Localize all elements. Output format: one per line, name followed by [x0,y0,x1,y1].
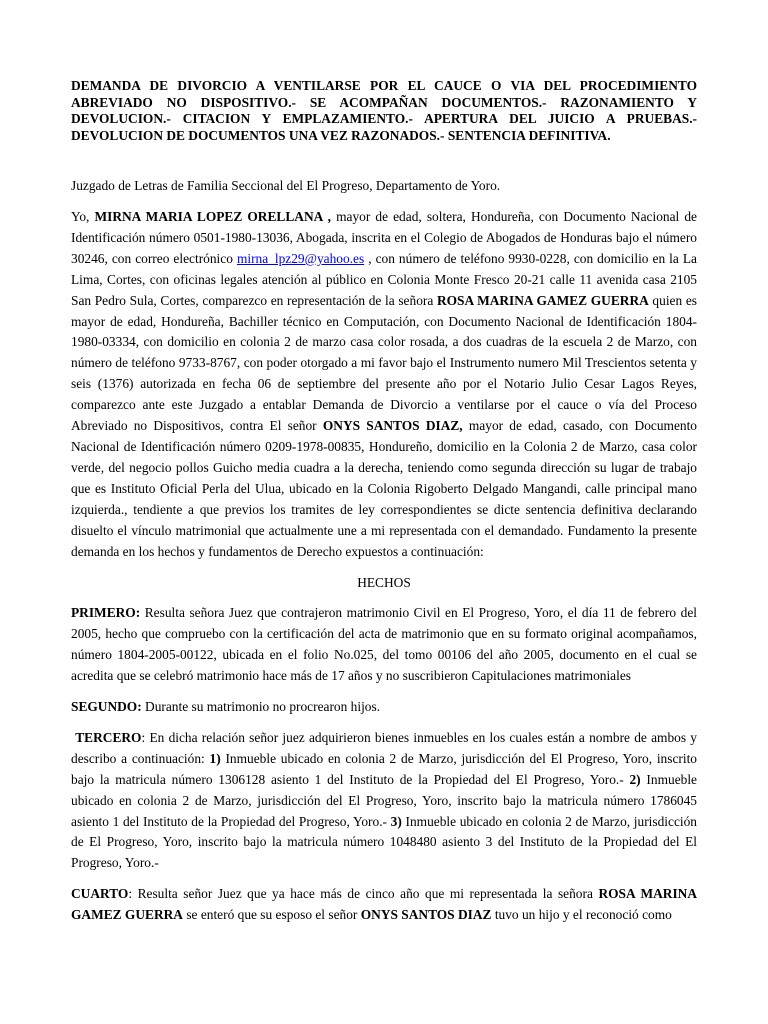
defendant-name: ONYS SANTOS DIAZ, [322,418,463,434]
intro-text: mayor de edad, casado, con Documento Nacional de Identificación número 0209-1978-00835, Hondureño, domicilio en la Colonia 2 de Marzo, casa color verde, del negocio pollos Guicho media cuadra a la derecha, teniendo como segunda dirección su lugar de trabajo que es Instituto Oficial Perla del Ulua, ubicado en la Colonia Rigoberto Delgado Mangandi, calle principal mano izquierda., tendiente a que previos los tramites de ley correspondientes se dicte sentencia definitiva declarando disuelto el vínculo matrimonial que actualmente une a mi representada con el demandado. Fundamento la presente demanda en los hechos y fundamentos de Derecho expuestos a continuación: [71,418,698,559]
intro-paragraph [71,207,697,562]
hecho-text: se enteró que su esposo el señor [182,907,361,923]
hecho-label: TERCERO [75,729,142,745]
defendant-name: ONYS SANTOS DIAZ [360,907,492,923]
document-title: DEMANDA DE DIVORCIO A VENTILARSE POR EL CAUCE O VIA DEL PROCEDIMIENTO ABREVIADO NO DISPOSITIVO.- SE ACOMPAÑAN DOCUMENTOS.- RAZONAMIENTO Y DEVOLUCION.- CITACION Y EMPLAZAMIENTO.- APERTURA DEL JUICIO A PRUEBAS.- DEVOLUCION DE DOCUMENTOS UNA VEZ RAZONADOS.- SENTENCIA DEFINITIVA. [71,78,697,143]
email-link[interactable]: mirna_lpz29@yahoo.es [236,250,365,266]
hecho-segundo [71,697,697,718]
hecho-tercero [71,728,697,874]
intro-text: Yo, [71,209,95,224]
hecho-text: Inmueble ubicado en colonia 2 de Marzo, jurisdicción del El Progreso, Yoro, inscrito bajo la matricula número 1306128 asiento 1 del Instituto de la Propiedad del El Progreso, Yoro.- [71,750,697,787]
hecho-label: SEGUNDO: [71,699,142,715]
document-page [71,78,697,926]
item-number: 3) [390,813,402,829]
hecho-text: Inmueble ubicado en colonia 2 de Marzo, jurisdicción del El Progreso, Yoro, inscrito bajo la matricula número 1786045 asiento 1 del Instituto de la Propiedad del Progreso, Yoro.- [71,771,697,829]
hechos-heading: HECHOS [357,575,411,591]
hecho-primero [71,603,697,687]
hecho-text: tuvo un hijo y el reconoció como [491,907,672,923]
hecho-text: Inmueble ubicado en colonia 2 de Marzo, jurisdicción de El Progreso, Yoro, inscrito bajo la matricula número 1048480 asiento 3 del Instituto de la Propiedad del El Progreso, Yoro.- [71,813,698,871]
item-number: 2) [629,771,641,787]
intro-text: quien es mayor de edad, Hondureña, Bachiller técnico en Computación, con Documento Nacional de Identificación 1804-1980-03334, con domicilio en colonia 2 de marzo casa color rosada, a dos cuadras de la escuela 2 de Marzo, con número de teléfono 9733-8767, con poder otorgado a mi favor bajo el Instrumento numero Mil Trescientos setenta y seis (1376) autorizada en fecha 06 de septiembre del presente año por el Notario Julio Cesar Lagos Reyes, comparezco ante este Juzgado a entablar Demanda de Divorcio a ventilarse por el cauce o vía del Proceso Abreviado no Dispositivos, contra El señor [71,292,697,434]
attorney-name: MIRNA MARIA LOPEZ ORELLANA , [94,209,331,224]
client-name: ROSA MARINA GAMEZ GUERRA [436,292,649,308]
hecho-cuarto [71,884,697,926]
hecho-label: PRIMERO: [71,605,141,621]
hecho-text: : En dicha relación señor juez adquirieron bienes inmuebles en los cuales están a nombre de ambos y describo a continuación: [71,729,697,766]
hecho-text: Resulta señora Juez que contrajeron matrimonio Civil en El Progreso, Yoro, el día 11 de febrero del 2005, hecho que compruebo con la certificación del acta de matrimonio que en su formato original acompañamos, número 1804-2005-00122, ubicada en el folio No.025, del tomo 00106 del año 2005, documento en el cual se acredita que se celebró matrimonio hace más de 17 años y no suscribieron Capitulaciones matrimoniales [71,605,697,684]
intro-text: mayor de edad, soltera, Hondureña, con Documento Nacional de Identificación número 0501-1980-13036, Abogada, inscrita en el Colegio de Abogados de Honduras bajo el número 30246, con correo electrónico [71,209,697,266]
hecho-text: Durante su matrimonio no procrearon hijos. [141,699,381,715]
hecho-text: : Resulta señor Juez que ya hace más de cinco año que mi representada la señora [128,886,599,902]
item-number: 1) [209,750,221,766]
intro-text: , con número de teléfono 9930-0228, con domicilio en la La Lima, Cortes, con oficinas legales atención al público en Colonia Monte Fresco 20-21 calle 11 avenida casa 2105 San Pedro Sula, Cortes, comparezco en representación de la señora [71,250,697,308]
hecho-label: CUARTO [71,886,129,902]
court-line: Juzgado de Letras de Familia Seccional del El Progreso, Departamento de Yoro. [71,178,501,193]
client-name: ROSA MARINA GAMEZ GUERRA [71,886,697,923]
